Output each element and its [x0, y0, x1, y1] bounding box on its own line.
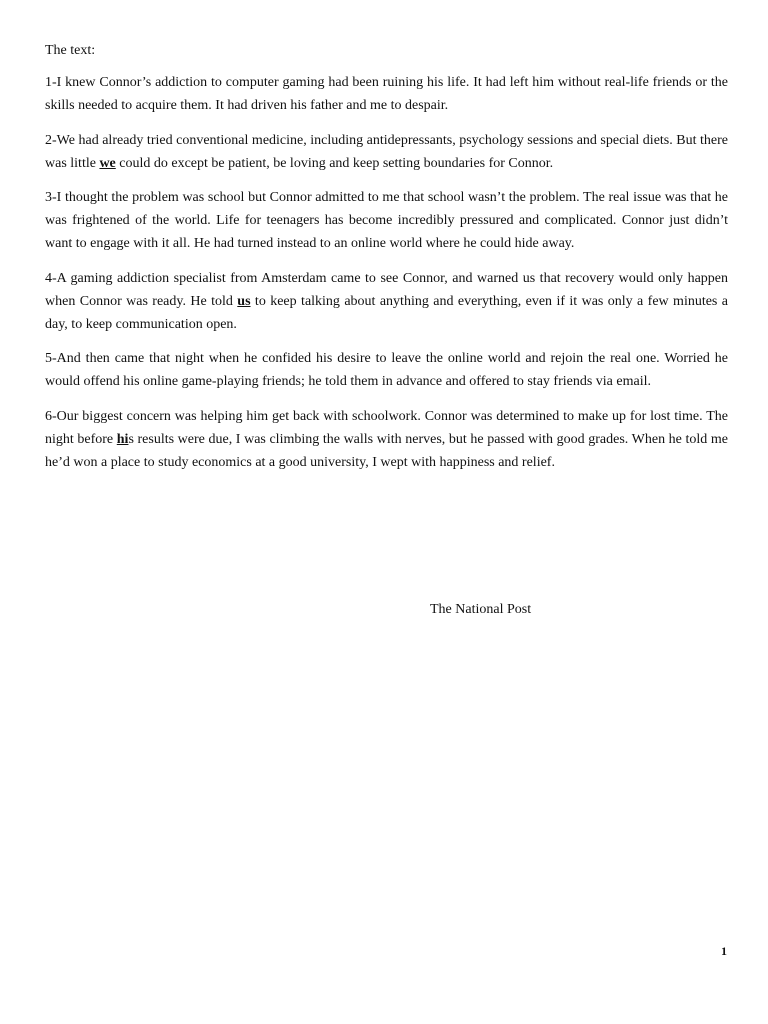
paragraph-5	[45, 347, 728, 393]
document-heading: The text:	[45, 43, 96, 58]
paragraph-4-text-end: to keep talking about anything and everything, even if it was only a few minutes a day, to keep communication open.	[45, 293, 728, 333]
emphasized-word-us: us	[237, 293, 251, 309]
paragraph-5-text: 5-And then came that night when he confided his desire to leave the online world and rejoin the real one. Worried he would offend his online game-playing friends; he told them in advance and offered to stay friends via email.	[45, 351, 728, 390]
source-attribution: The National Post	[430, 602, 532, 617]
paragraph-1	[45, 71, 728, 117]
paragraph-6	[45, 405, 728, 475]
paragraph-4	[45, 267, 728, 337]
paragraph-2	[45, 129, 728, 175]
emphasized-word-we: we	[99, 155, 116, 171]
paragraph-2-text-end: could do except be patient, be loving and keep setting boundaries for Connor.	[115, 155, 554, 171]
paragraph-4-text-start: 4-A gaming addiction specialist from Amsterdam came to see Connor, and warned us that recovery would only happen when Connor was ready. He told	[45, 270, 728, 309]
paragraph-6-text-end: s results were due, I was climbing the walls with nerves, but he passed with good grades. When he told me he’d won a place to study economics at a good university, I wept with happiness and relief.	[45, 431, 729, 471]
paragraph-3-text: 3-I thought the problem was school but Connor admitted to me that school wasn’t the problem. The real issue was that he was frightened of the world. Life for teenagers has become incredibly pressured and complicated. Connor just didn’t want to engage with it all. He had turned instead to an online world where he could hide away.	[45, 190, 728, 252]
paragraph-1-text: 1-I knew Connor’s addiction to computer gaming had been ruining his life. It had left him without real-life friends or the skills needed to acquire them. It had driven his father and me to despair.	[45, 75, 728, 114]
emphasized-word-hi: hi	[116, 431, 129, 447]
page-number: 1	[721, 944, 727, 958]
paragraph-2-text-start: 2-We had already tried conventional medicine, including antidepressants, psychology sessions and special diets. But there was little	[45, 132, 728, 171]
paragraph-3	[45, 186, 728, 256]
document-body	[45, 39, 728, 485]
paragraph-6-text-start: 6-Our biggest concern was helping him get back with schoolwork. Connor was determined to make up for lost time. The night before	[45, 408, 728, 447]
